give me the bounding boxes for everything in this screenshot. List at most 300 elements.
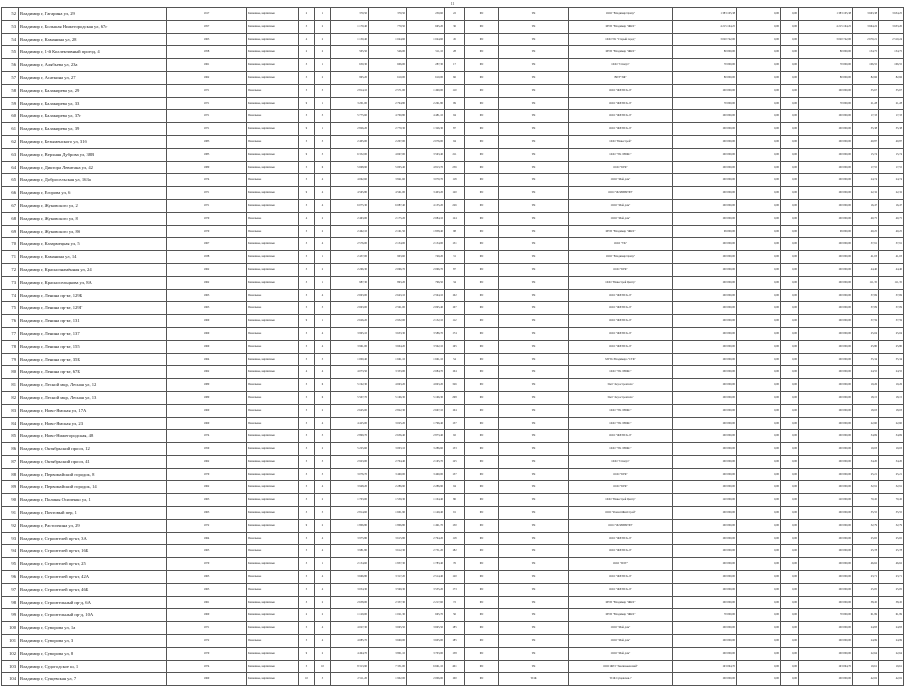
cell-org: МУП "Владимир "ЖКХ" — [569, 225, 673, 238]
cell-sp: РО — [465, 622, 499, 635]
cell-liv: 3 841,60 — [369, 174, 407, 187]
cell-floors: 3 — [299, 20, 315, 33]
cell-c2: 0,00 — [781, 148, 799, 161]
cell-year: 1971 — [167, 97, 247, 110]
cell-liv: 4 700,80 — [369, 110, 407, 123]
cell-floors: 5 — [299, 417, 315, 430]
cell-cost: 100 000,00 — [673, 366, 737, 379]
cell-sp: РО — [465, 302, 499, 315]
cell-area: 1 806,80 — [331, 519, 369, 532]
cell-year: 1971 — [167, 110, 247, 123]
cell-c4: 15,74 — [853, 148, 879, 161]
cell-floors: 9 — [299, 123, 315, 136]
cell-sp: РО — [465, 673, 499, 686]
cell-pa: 1 149,40 — [407, 507, 445, 520]
cell-wall: Панельные — [247, 379, 299, 392]
cell-wall: Каменные, кирпичные — [247, 468, 299, 481]
cell-res: 185 — [445, 635, 465, 648]
cell-c1: 0,00 — [737, 315, 781, 328]
cell-entr: 4 — [315, 199, 331, 212]
cell-c3: 100 000,00 — [799, 519, 853, 532]
cell-floors: 5 — [299, 481, 315, 494]
cell-c3: 100 000,00 — [799, 238, 853, 251]
cell-area: 4 565,80 — [331, 187, 369, 200]
cell-res: 256 — [445, 161, 465, 174]
cell-entr: 2 — [315, 596, 331, 609]
cell-wall: Панельные — [247, 302, 299, 315]
cell-addr: Владимир г, Сущевская ул, 7 — [19, 673, 167, 686]
cell-liv: 3 025,20 — [369, 417, 407, 430]
cell-c3: 100 000,00 — [799, 558, 853, 571]
cell-addr: Владимир г, Строителей пр-кт, 3А — [19, 532, 167, 545]
cell-c3: 100 000,00 — [799, 161, 853, 174]
cell-n: 67 — [2, 199, 19, 212]
cell-cost: 100 000,00 — [673, 507, 737, 520]
cell-floors: 5 — [299, 635, 315, 648]
cell-c5: 37,09 — [879, 302, 904, 315]
cell-liv: 2 704,40 — [369, 455, 407, 468]
cell-area: 1 000,40 — [331, 353, 369, 366]
cell-kr: УК — [499, 609, 569, 622]
cell-liv: 546,00 — [369, 46, 407, 59]
cell-c2: 0,00 — [781, 596, 799, 609]
cell-c1: 0,00 — [737, 238, 781, 251]
table-row — [2, 276, 904, 289]
cell-n: 82 — [2, 391, 19, 404]
cell-c2: 0,00 — [781, 238, 799, 251]
cell-floors: 5 — [299, 161, 315, 174]
cell-sp: РО — [465, 635, 499, 648]
cell-org: ООО "ЖРЭП №-9" — [569, 571, 673, 584]
cell-c3: 100 000,00 — [799, 212, 853, 225]
cell-res: 56 — [445, 609, 465, 622]
cell-org: ВПТ"ТЖ" — [569, 71, 673, 84]
cell-floors: 3 — [299, 276, 315, 289]
cell-c5: 17,55 — [879, 161, 904, 174]
cell-c5: 35,55 — [879, 507, 904, 520]
cell-entr: 4 — [315, 635, 331, 648]
cell-liv: 5 005,40 — [369, 161, 407, 174]
cell-pa: 230,60 — [407, 8, 445, 21]
cell-c3: 100 000,00 — [799, 545, 853, 558]
cell-c1: 0,00 — [737, 289, 781, 302]
cell-res: 174 — [445, 327, 465, 340]
cell-year: 1969 — [167, 327, 247, 340]
cell-c2: 0,00 — [781, 571, 799, 584]
cell-kr: УК — [499, 647, 569, 660]
cell-year: 1958 — [167, 46, 247, 59]
cell-c1: 0,00 — [737, 84, 781, 97]
cell-c2: 0,00 — [781, 379, 799, 392]
table-row — [2, 532, 904, 545]
cell-c1: 0,00 — [737, 110, 781, 123]
cell-kr: УК — [499, 59, 569, 72]
cell-c5: 40,87 — [879, 135, 904, 148]
cell-cost: 100 000,00 — [673, 468, 737, 481]
cell-org: ООО "ЖРЭП №-9" — [569, 315, 673, 328]
cell-c1: 0,00 — [737, 123, 781, 136]
cell-pa: 1 490,00 — [407, 84, 445, 97]
cell-entr: 3 — [315, 455, 331, 468]
cell-pa: 1 783,40 — [407, 558, 445, 571]
cell-entr: 3 — [315, 135, 331, 148]
cell-liv: 3 801,10 — [369, 647, 407, 660]
cell-kr: УК — [499, 225, 569, 238]
cell-floors: 5 — [299, 379, 315, 392]
cell-addr: Владимир г, 1-й Коллективный проезд, 4 — [19, 46, 167, 59]
cell-n: 72 — [2, 263, 19, 276]
cell-year: 1969 — [167, 340, 247, 353]
cell-wall: Каменные, кирпичные — [247, 443, 299, 456]
cell-c3: 100 000,00 — [799, 340, 853, 353]
cell-liv: 770,50 — [369, 20, 407, 33]
cell-org: ООО "ЖРЭП №-9" — [569, 84, 673, 97]
cell-c3: 100 000,00 — [799, 302, 853, 315]
cell-entr: 3 — [315, 353, 331, 366]
cell-liv: 2 207,00 — [369, 135, 407, 148]
cell-entr: 6 — [315, 161, 331, 174]
cell-c3: 100 000,00 — [799, 110, 853, 123]
cell-c4: 3 664,22 — [853, 20, 879, 33]
cell-area: 3 076,70 — [331, 468, 369, 481]
cell-addr: Владимир г, Каманина ул, 14 — [19, 251, 167, 264]
cell-kr: УК — [499, 494, 569, 507]
cell-kr: УК — [499, 481, 569, 494]
cell-kr: УК — [499, 97, 569, 110]
cell-pa: 4 813,70 — [407, 161, 445, 174]
table-row — [2, 417, 904, 430]
table-row — [2, 596, 904, 609]
cell-area: 1 170,40 — [331, 20, 369, 33]
cell-liv: 6 087,40 — [369, 199, 407, 212]
cell-entr: 1 — [315, 8, 331, 21]
cell-c5: 25,21 — [879, 468, 904, 481]
cell-sp: РО — [465, 135, 499, 148]
cell-org: ООО "Мой дом" — [569, 635, 673, 648]
cell-entr: 2 — [315, 443, 331, 456]
cell-c2: 0,00 — [781, 46, 799, 59]
cell-addr: Владимир г, Балакирева ул, 37г — [19, 110, 167, 123]
cell-sp: РО — [465, 174, 499, 187]
cell-cost: 100 000,00 — [673, 571, 737, 584]
cell-org: ООО "Мой дом" — [569, 199, 673, 212]
cell-cost: 100 000,00 — [673, 123, 737, 136]
table-row — [2, 583, 904, 596]
cell-entr: 2 — [315, 225, 331, 238]
cell-entr: 2 — [315, 212, 331, 225]
cell-org: ООО ЖЕЗ "Заклязьменский" — [569, 660, 673, 673]
cell-c5: 25,78 — [879, 545, 904, 558]
cell-c3: 80 000,00 — [799, 46, 853, 59]
cell-sp: РО — [465, 263, 499, 276]
cell-c4: 42,02 — [853, 673, 879, 686]
cell-area: 370,50 — [331, 8, 369, 21]
cell-c1: 0,00 — [737, 532, 781, 545]
cell-floors: 5 — [299, 174, 315, 187]
cell-sp: РО — [465, 571, 499, 584]
cell-org: ООО "ПЛУ" — [569, 558, 673, 571]
cell-kr: УК — [499, 251, 569, 264]
table-row — [2, 71, 904, 84]
table-row — [2, 391, 904, 404]
cell-year: 1969 — [167, 315, 247, 328]
cell-liv: 903,60 — [369, 251, 407, 264]
cell-addr: Владимир г, Ленина пр-кт, 131 — [19, 315, 167, 328]
cell-floors: 5 — [299, 660, 315, 673]
cell-org: ЗАО "Агростроитель" — [569, 379, 673, 392]
cell-c4: 37,09 — [853, 302, 879, 315]
cell-kr: УК — [499, 71, 569, 84]
cell-c3: 100 000,00 — [799, 263, 853, 276]
cell-sp: РО — [465, 187, 499, 200]
cell-org: ООО "ЖЭЛИВРЭП" — [569, 187, 673, 200]
cell-wall: Каменные, кирпичные — [247, 596, 299, 609]
cell-c5: 16,47 — [879, 199, 904, 212]
cell-liv: 2 794,80 — [369, 97, 407, 110]
cell-sp: РО — [465, 59, 499, 72]
cell-c5: 19,26 — [879, 379, 904, 392]
cell-c3: 3 020 742,00 — [799, 33, 853, 46]
cell-org: ООО "ЖРЭП №-9" — [569, 110, 673, 123]
cell-org: ООО "БУК" — [569, 161, 673, 174]
table-row — [2, 327, 904, 340]
cell-c5: 21,28 — [879, 97, 904, 110]
table-row — [2, 571, 904, 584]
cell-area: 3 054,30 — [331, 583, 369, 596]
cell-area: 2 462,10 — [331, 225, 369, 238]
cell-area: 505,50 — [331, 46, 369, 59]
cell-sp: РО — [465, 71, 499, 84]
cell-area: 5 225,60 — [331, 443, 369, 456]
cell-sp: РО — [465, 417, 499, 430]
cell-year: 1971 — [167, 622, 247, 635]
cell-pa: 1 796,40 — [407, 417, 445, 430]
cell-entr: 3 — [315, 673, 331, 686]
cell-floors: 3 — [299, 71, 315, 84]
cell-kr: УК — [499, 263, 569, 276]
cell-res: 94 — [445, 110, 465, 123]
cell-n: 78 — [2, 340, 19, 353]
cell-c5: 24,99 — [879, 635, 904, 648]
cell-addr: Владимир г, Ленина пр-кт, 67Б — [19, 366, 167, 379]
cell-addr: Владимир г, Егорова ул, 6 — [19, 187, 167, 200]
cell-cost: 100 000,00 — [673, 545, 737, 558]
cell-area: 2 154,60 — [331, 558, 369, 571]
cell-c4: 25,04 — [853, 327, 879, 340]
cell-floors: 10 — [299, 673, 315, 686]
cell-res: 185 — [445, 622, 465, 635]
cell-c4: 40,25 — [853, 225, 879, 238]
cell-c3: 70 000,00 — [799, 97, 853, 110]
cell-year: 1974 — [167, 174, 247, 187]
cell-c3: 100 000,00 — [799, 187, 853, 200]
cell-res: 76 — [445, 558, 465, 571]
cell-c4: 17,33 — [853, 110, 879, 123]
cell-c4: 154,75 — [853, 46, 879, 59]
table-row — [2, 404, 904, 417]
cell-floors: 3 — [299, 468, 315, 481]
cell-pa: 2 794,20 — [407, 532, 445, 545]
cell-year: 1963 — [167, 302, 247, 315]
cell-liv: 370,50 — [369, 8, 407, 21]
cell-floors: 5 — [299, 289, 315, 302]
cell-c1: 0,00 — [737, 8, 781, 21]
cell-year: 1971 — [167, 199, 247, 212]
cell-wall: Каменные, кирпичные — [247, 455, 299, 468]
cell-res: 17 — [445, 59, 465, 72]
cell-c1: 0,00 — [737, 494, 781, 507]
cell-n: 63 — [2, 148, 19, 161]
cell-c4: 40,87 — [853, 135, 879, 148]
cell-c4: 38,45 — [853, 596, 879, 609]
cell-year: 1960 — [167, 673, 247, 686]
cell-c1: 0,00 — [737, 187, 781, 200]
cell-c1: 0,00 — [737, 391, 781, 404]
cell-addr: Владимир г, Ленина пр-кт, 35Б — [19, 353, 167, 366]
cell-c2: 0,00 — [781, 622, 799, 635]
cell-c5: 82,66 — [879, 71, 904, 84]
table-row — [2, 174, 904, 187]
cell-c3: 100 000,00 — [799, 84, 853, 97]
cell-sp: РО — [465, 148, 499, 161]
cell-addr: Владимир г, Строительный пр-д, 10А — [19, 609, 167, 622]
table-row — [2, 494, 904, 507]
cell-year: 1970 — [167, 558, 247, 571]
table-row — [2, 212, 904, 225]
cell-pa: 3 592,10 — [407, 340, 445, 353]
cell-res: 211 — [445, 148, 465, 161]
cell-kr: УК — [499, 417, 569, 430]
cell-org: МУП "Владимир "ЖКХ" — [569, 46, 673, 59]
cell-c4: 25,80 — [853, 340, 879, 353]
cell-c2: 0,00 — [781, 468, 799, 481]
cell-c1: 0,00 — [737, 622, 781, 635]
cell-c2: 0,00 — [781, 583, 799, 596]
cell-cost: 100 000,00 — [673, 430, 737, 443]
cell-res: 118 — [445, 532, 465, 545]
cell-c2: 0,00 — [781, 532, 799, 545]
cell-kr: УК — [499, 315, 569, 328]
cell-n: 101 — [2, 635, 19, 648]
cell-cost: 100 000,00 — [673, 353, 737, 366]
cell-floors: 2 — [299, 8, 315, 21]
cell-c1: 0,00 — [737, 558, 781, 571]
cell-c5: 22,64 — [879, 647, 904, 660]
cell-wall: Каменные, кирпичные — [247, 366, 299, 379]
cell-wall: Панельные — [247, 571, 299, 584]
cell-pa: 511,10 — [407, 46, 445, 59]
cell-c5: 70,45 — [879, 494, 904, 507]
cell-n: 93 — [2, 532, 19, 545]
table-row — [2, 519, 904, 532]
cell-entr: 4 — [315, 622, 331, 635]
cell-entr: 1 — [315, 59, 331, 72]
cell-entr: 2 — [315, 404, 331, 417]
cell-year: 1960 — [167, 404, 247, 417]
cell-floors: 9 — [299, 187, 315, 200]
cell-cost: 80 000,00 — [673, 71, 737, 84]
cell-c3: 100 000,00 — [799, 289, 853, 302]
cell-cost: 100 000,00 — [673, 647, 737, 660]
cell-area: 4 027,30 — [331, 622, 369, 635]
cell-c5: 154,75 — [879, 46, 904, 59]
cell-c3: 100 000,00 — [799, 622, 853, 635]
cell-res: 28 — [445, 46, 465, 59]
cell-pa: 4 693,20 — [407, 379, 445, 392]
cell-c1: 0,00 — [737, 59, 781, 72]
cell-year: 1965 — [167, 571, 247, 584]
cell-c4: 18,03 — [853, 404, 879, 417]
cell-addr: Владимир г, Строителей пр-кт, 46Б — [19, 583, 167, 596]
cell-wall: Панельные — [247, 174, 299, 187]
cell-org: ООО "БУК" — [569, 468, 673, 481]
cell-c2: 0,00 — [781, 59, 799, 72]
cell-liv: 3 003,10 — [369, 443, 407, 456]
cell-sp: РО — [465, 46, 499, 59]
cell-org: ООО "Мой дом" — [569, 622, 673, 635]
cell-kr: УК — [499, 379, 569, 392]
cell-pa: 2 667,10 — [407, 404, 445, 417]
cell-org: ООО "ЖРЭП №-9" — [569, 545, 673, 558]
cell-year: 1960 — [167, 609, 247, 622]
cell-org: ООО "УК ЛЮКС" — [569, 404, 673, 417]
cell-kr: УК — [499, 622, 569, 635]
cell-cost: 1 383 105,38 — [673, 8, 737, 21]
cell-c2: 0,00 — [781, 174, 799, 187]
cell-res: 133 — [445, 443, 465, 456]
cell-floors: 3 — [299, 263, 315, 276]
cell-floors: 3 — [299, 59, 315, 72]
cell-org: ООО "ЖРЭП №-9" — [569, 302, 673, 315]
cell-org: ООО "ЖРЭП №-9" — [569, 430, 673, 443]
cell-wall: Каменные, кирпичные — [247, 187, 299, 200]
cell-kr: УК — [499, 110, 569, 123]
cell-c4: 35,38 — [853, 123, 879, 136]
cell-c5: 25,80 — [879, 340, 904, 353]
cell-liv: 2 770,30 — [369, 123, 407, 136]
cell-c3: 100 000,00 — [799, 174, 853, 187]
cell-floors: 5 — [299, 110, 315, 123]
cell-entr: 2 — [315, 20, 331, 33]
cell-cost: 100 000,00 — [673, 340, 737, 353]
cell-kr: УК — [499, 532, 569, 545]
cell-sp: РО — [465, 519, 499, 532]
cell-liv: 3 633,30 — [369, 327, 407, 340]
cell-n: 74 — [2, 289, 19, 302]
cell-c2: 0,00 — [781, 519, 799, 532]
cell-org: ООО "УК" — [569, 238, 673, 251]
cell-wall: Панельные — [247, 583, 299, 596]
cell-cost: 100 000,00 — [673, 251, 737, 264]
cell-res: 100 — [445, 673, 465, 686]
cell-n: 76 — [2, 315, 19, 328]
table-row — [2, 353, 904, 366]
cell-pa: 2 066,70 — [407, 263, 445, 276]
cell-liv: 1 559,30 — [369, 494, 407, 507]
cell-n: 75 — [2, 302, 19, 315]
cell-addr: Владимир г, Краснознамённая ул, 24 — [19, 263, 167, 276]
cell-kr: УК — [499, 571, 569, 584]
table-row — [2, 507, 904, 520]
cell-c5: 24,74 — [879, 174, 904, 187]
cell-c3: 120 000,00 — [799, 494, 853, 507]
cell-n: 55 — [2, 46, 19, 59]
cell-c1: 0,00 — [737, 660, 781, 673]
cell-floors: 5 — [299, 391, 315, 404]
cell-sp: РО — [465, 596, 499, 609]
cell-res: 87 — [445, 123, 465, 136]
cell-liv: 2 286,90 — [369, 481, 407, 494]
